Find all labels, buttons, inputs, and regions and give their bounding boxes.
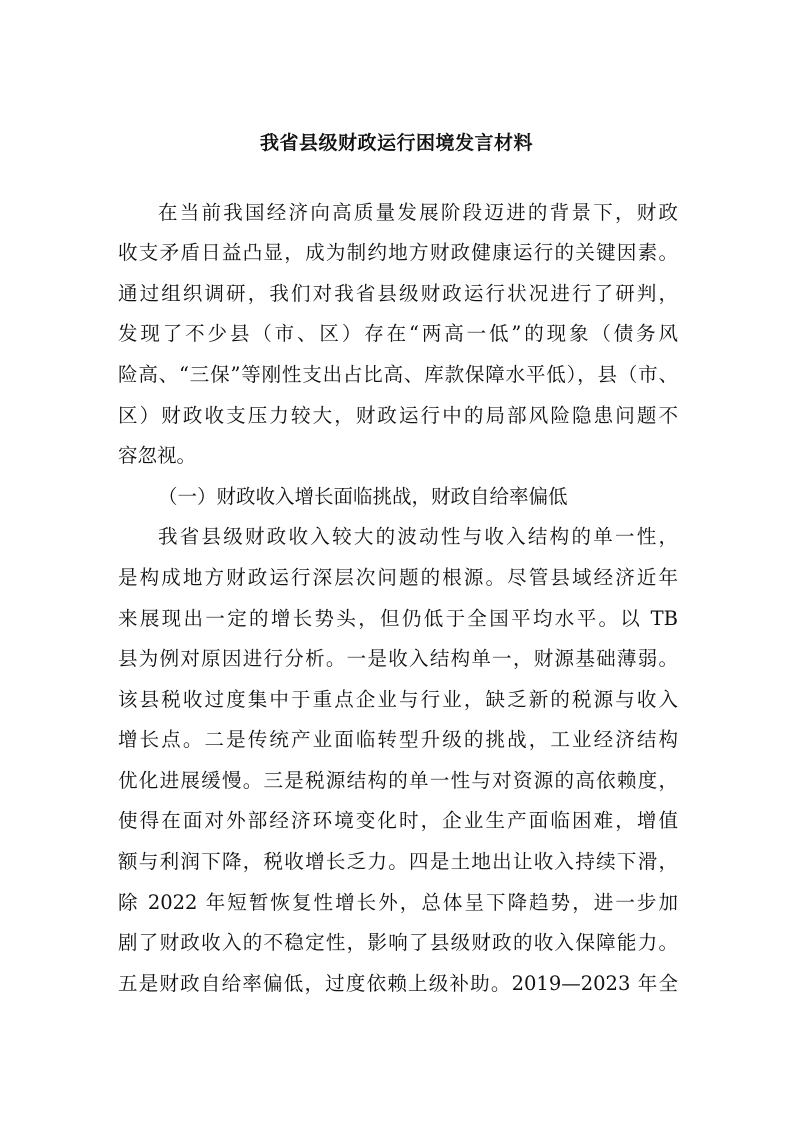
paragraph-line: 在当前我国经济向高质量发展阶段迈进的背景下，财政 [158, 201, 678, 224]
paragraph-line: 收支矛盾日益凸显，成为制约地方财政健康运行的关键因素。 [118, 241, 678, 264]
paragraph-line: 我省县级财政收入较大的波动性与收入结构的单一性， [158, 525, 678, 548]
paragraph-line: 五是财政自给率偏低，过度依赖上级补助。2019—2023 年全 [118, 972, 678, 995]
section-heading: （一）财政收入增长面临挑战，财政自给率偏低 [158, 485, 568, 508]
paragraph-line: 发现了不少县（市、区）存在“两高一低”的现象（债务风 [118, 322, 678, 345]
paragraph-line: 额与利润下降，税收增长乏力。四是土地出让收入持续下滑， [118, 850, 678, 873]
paragraph-line: 容忽视。 [118, 444, 197, 467]
paragraph-line: 剧了财政收入的不稳定性，影响了县级财政的收入保障能力。 [118, 931, 678, 954]
paragraph-line: 使得在面对外部经济环境变化时，企业生产面临困难，增值 [118, 809, 678, 832]
paragraph-line: 区）财政收支压力较大，财政运行中的局部风险隐患问题不 [118, 404, 678, 427]
paragraph-line: 通过组织调研，我们对我省县级财政运行状况进行了研判， [118, 282, 678, 305]
document-title: 我省县级财政运行困境发言材料 [259, 132, 533, 154]
paragraph-line: 险高、“三保”等刚性支出占比高、库款保障水平低），县（市、 [118, 363, 678, 386]
paragraph-line: 来展现出一定的增长势头，但仍低于全国平均水平。以 TB [118, 607, 678, 630]
paragraph-line: 除 2022 年短暂恢复性增长外，总体呈下降趋势，进一步加 [118, 891, 678, 914]
paragraph-line: 是构成地方财政运行深层次问题的根源。尽管县域经济近年 [118, 566, 678, 589]
paragraph-line: 该县税收过度集中于重点企业与行业，缺乏新的税源与收入 [118, 688, 678, 711]
paragraph-line: 县为例对原因进行分析。一是收入结构单一，财源基础薄弱。 [118, 647, 678, 670]
paragraph-line: 增长点。二是传统产业面临转型升级的挑战，工业经济结构 [118, 728, 678, 751]
paragraph-line: 优化进展缓慢。三是税源结构的单一性与对资源的高依赖度， [118, 769, 678, 792]
